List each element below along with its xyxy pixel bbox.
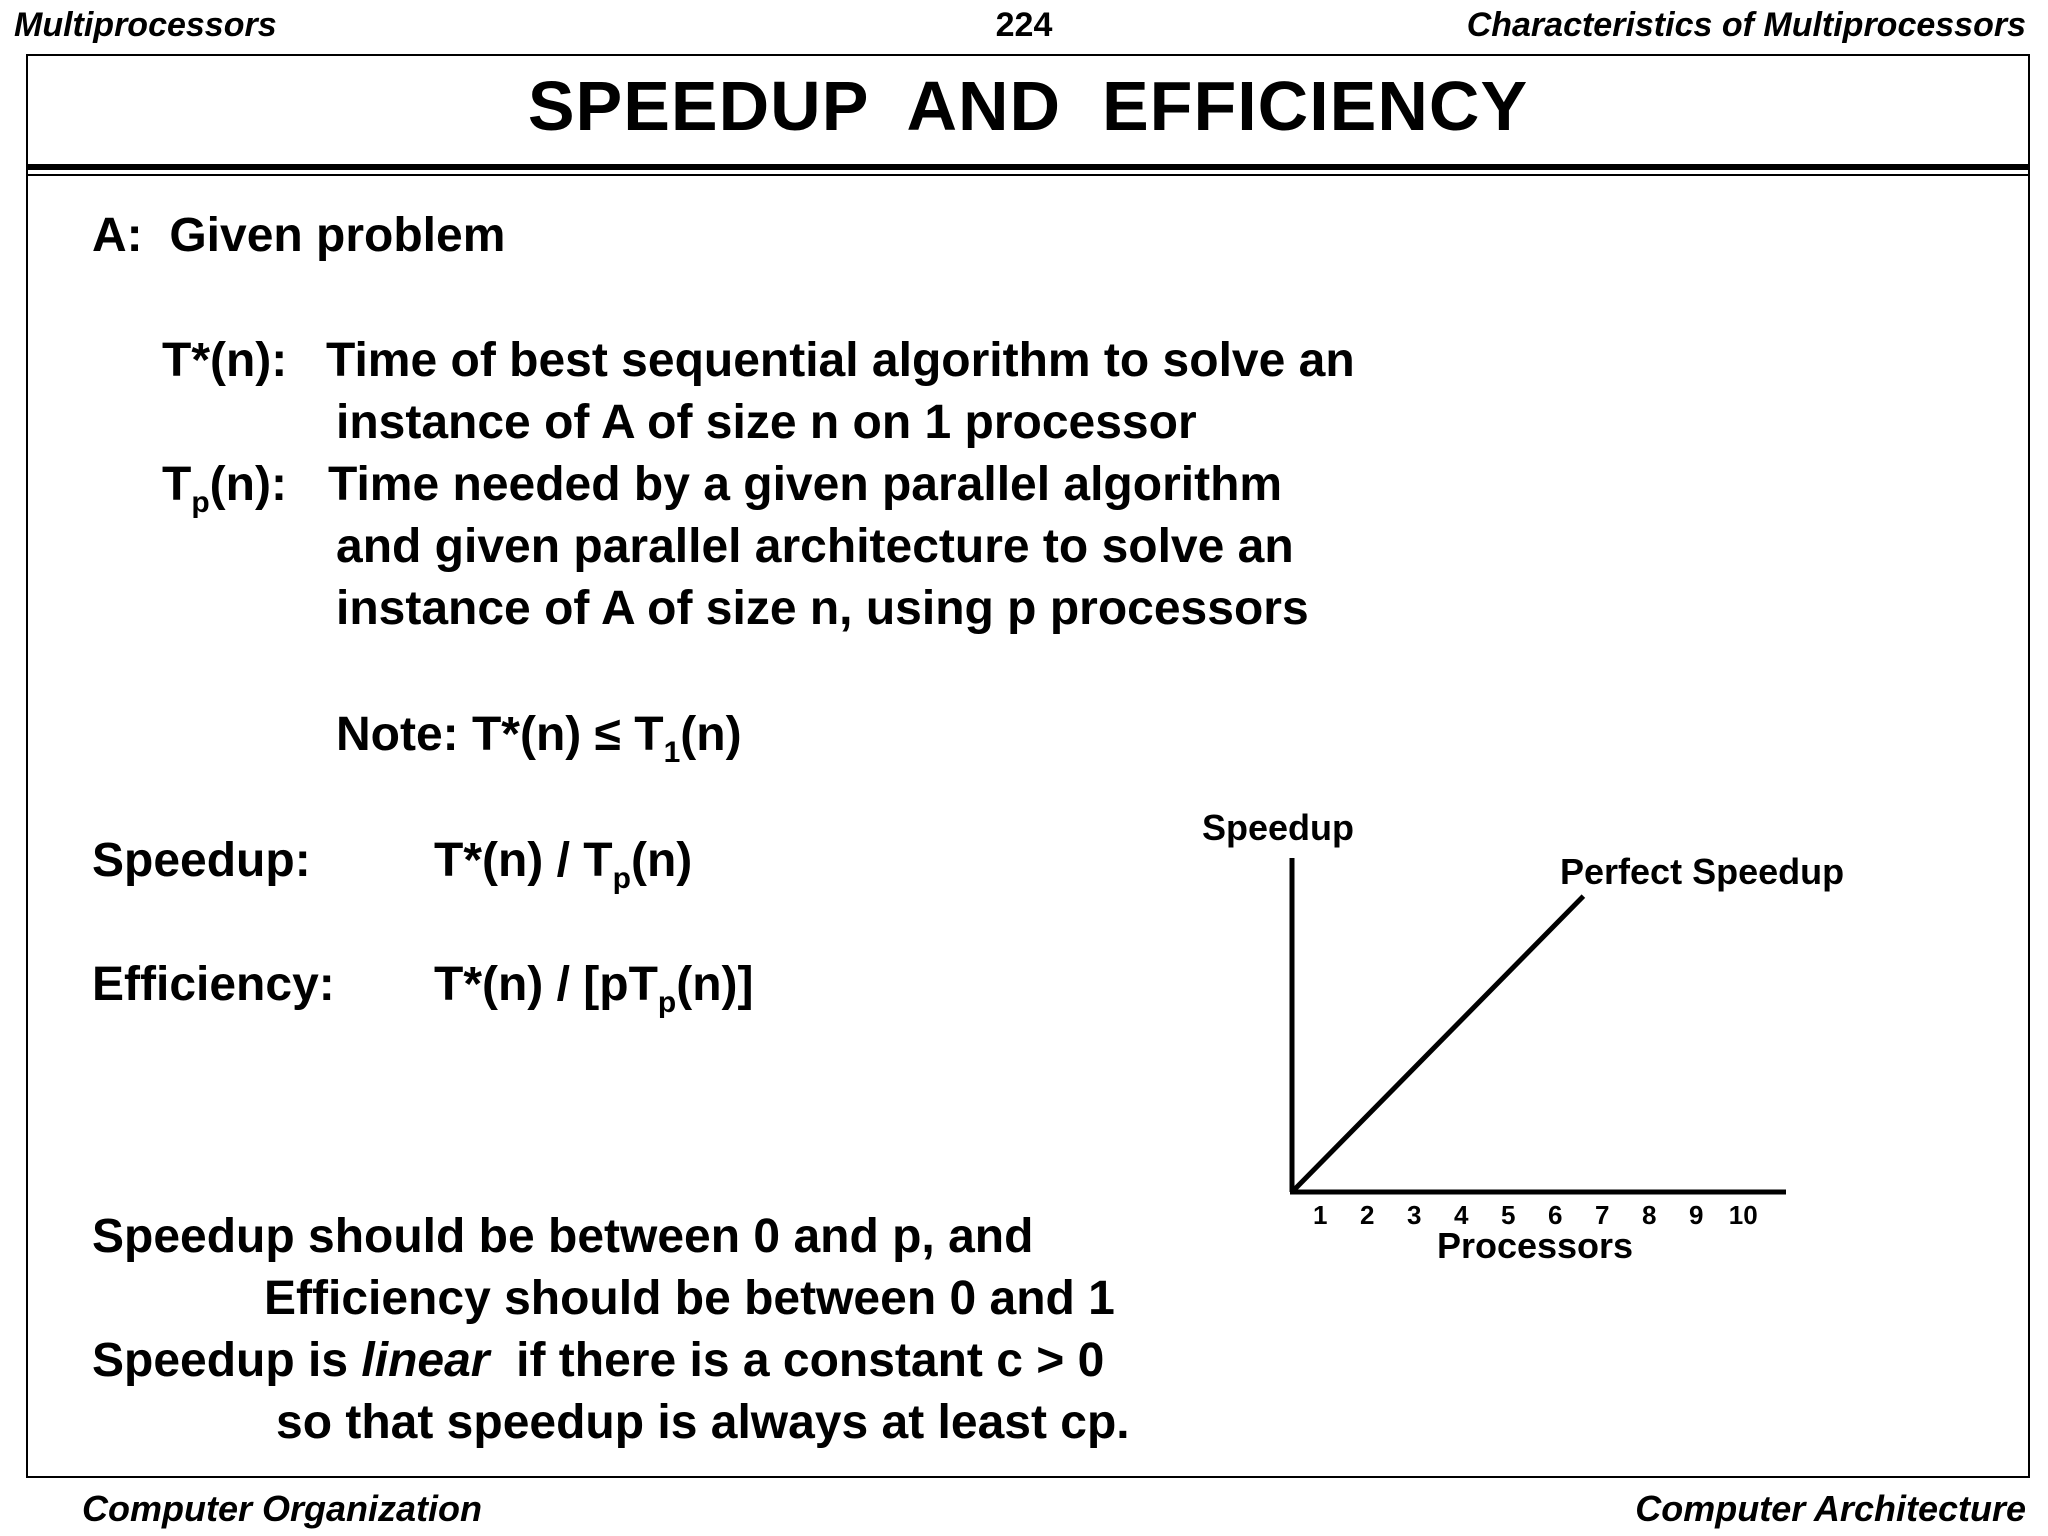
x-axis-label: Processors (1436, 1225, 1634, 1266)
given-problem: A: Given problem (92, 209, 506, 262)
note: Note: $T*(n) \le T_1(n)$ (336, 708, 742, 769)
tp-label: $T_p(n)$: (162, 458, 287, 519)
bottom-line2: Efficiency should be between 0 and 1 (264, 1272, 1115, 1325)
x-tick-label: 5 (1500, 1200, 1516, 1230)
x-tick-label: 9 (1688, 1200, 1704, 1230)
series-line (1292, 896, 1583, 1192)
efficiency-formula: $T*(n) / [pT_p(n)]$ (434, 958, 754, 1019)
x-tick-label: 10 (1728, 1200, 1758, 1230)
tstar-label: T*(n): (162, 334, 288, 387)
footer-left: Computer Organization (82, 1488, 483, 1529)
x-tick-label: 7 (1594, 1200, 1610, 1230)
series-label: Perfect Speedup (1560, 851, 1845, 892)
header-right: Characteristics of Multiprocessors (1466, 6, 2026, 44)
x-tick-label: 1 (1312, 1200, 1328, 1230)
tp-definition-line1: Time needed by a given parallel algorithm (328, 458, 1283, 511)
bottom-line1: Speedup should be between 0 and p, and (92, 1210, 1034, 1263)
x-tick-label: 6 (1547, 1200, 1563, 1230)
tp-definition-line3: instance of A of size n, using p processors (336, 582, 1309, 635)
tstar-definition-line2: instance of A of size n on 1 processor (336, 396, 1197, 449)
footer-right: Computer Architecture (1635, 1488, 2026, 1529)
x-tick-label: 8 (1641, 1200, 1657, 1230)
header-left: Multiprocessors (14, 6, 277, 44)
speedup-formula: $T*(n) / T_p(n)$ (434, 834, 693, 895)
speedup-label: Speedup: (92, 834, 311, 887)
x-tick-label: 3 (1406, 1200, 1422, 1230)
page-number: 224 (995, 6, 1053, 44)
page-title: SPEEDUP AND EFFICIENCY (527, 67, 1529, 145)
bottom-line3: Speedup is linear if there is a constant c > 0 (92, 1334, 1105, 1387)
bottom-line4: so that speedup is always at least cp. (276, 1396, 1130, 1449)
y-axis-label: Speedup (1201, 807, 1355, 848)
tp-definition-line2: and given parallel architecture to solve an (336, 520, 1294, 573)
tstar-definition-line1: Time of best sequential algorithm to solve an (326, 334, 1355, 387)
x-tick-label: 4 (1453, 1200, 1469, 1230)
x-tick-label: 2 (1359, 1200, 1375, 1230)
efficiency-label: Efficiency: (92, 958, 335, 1011)
